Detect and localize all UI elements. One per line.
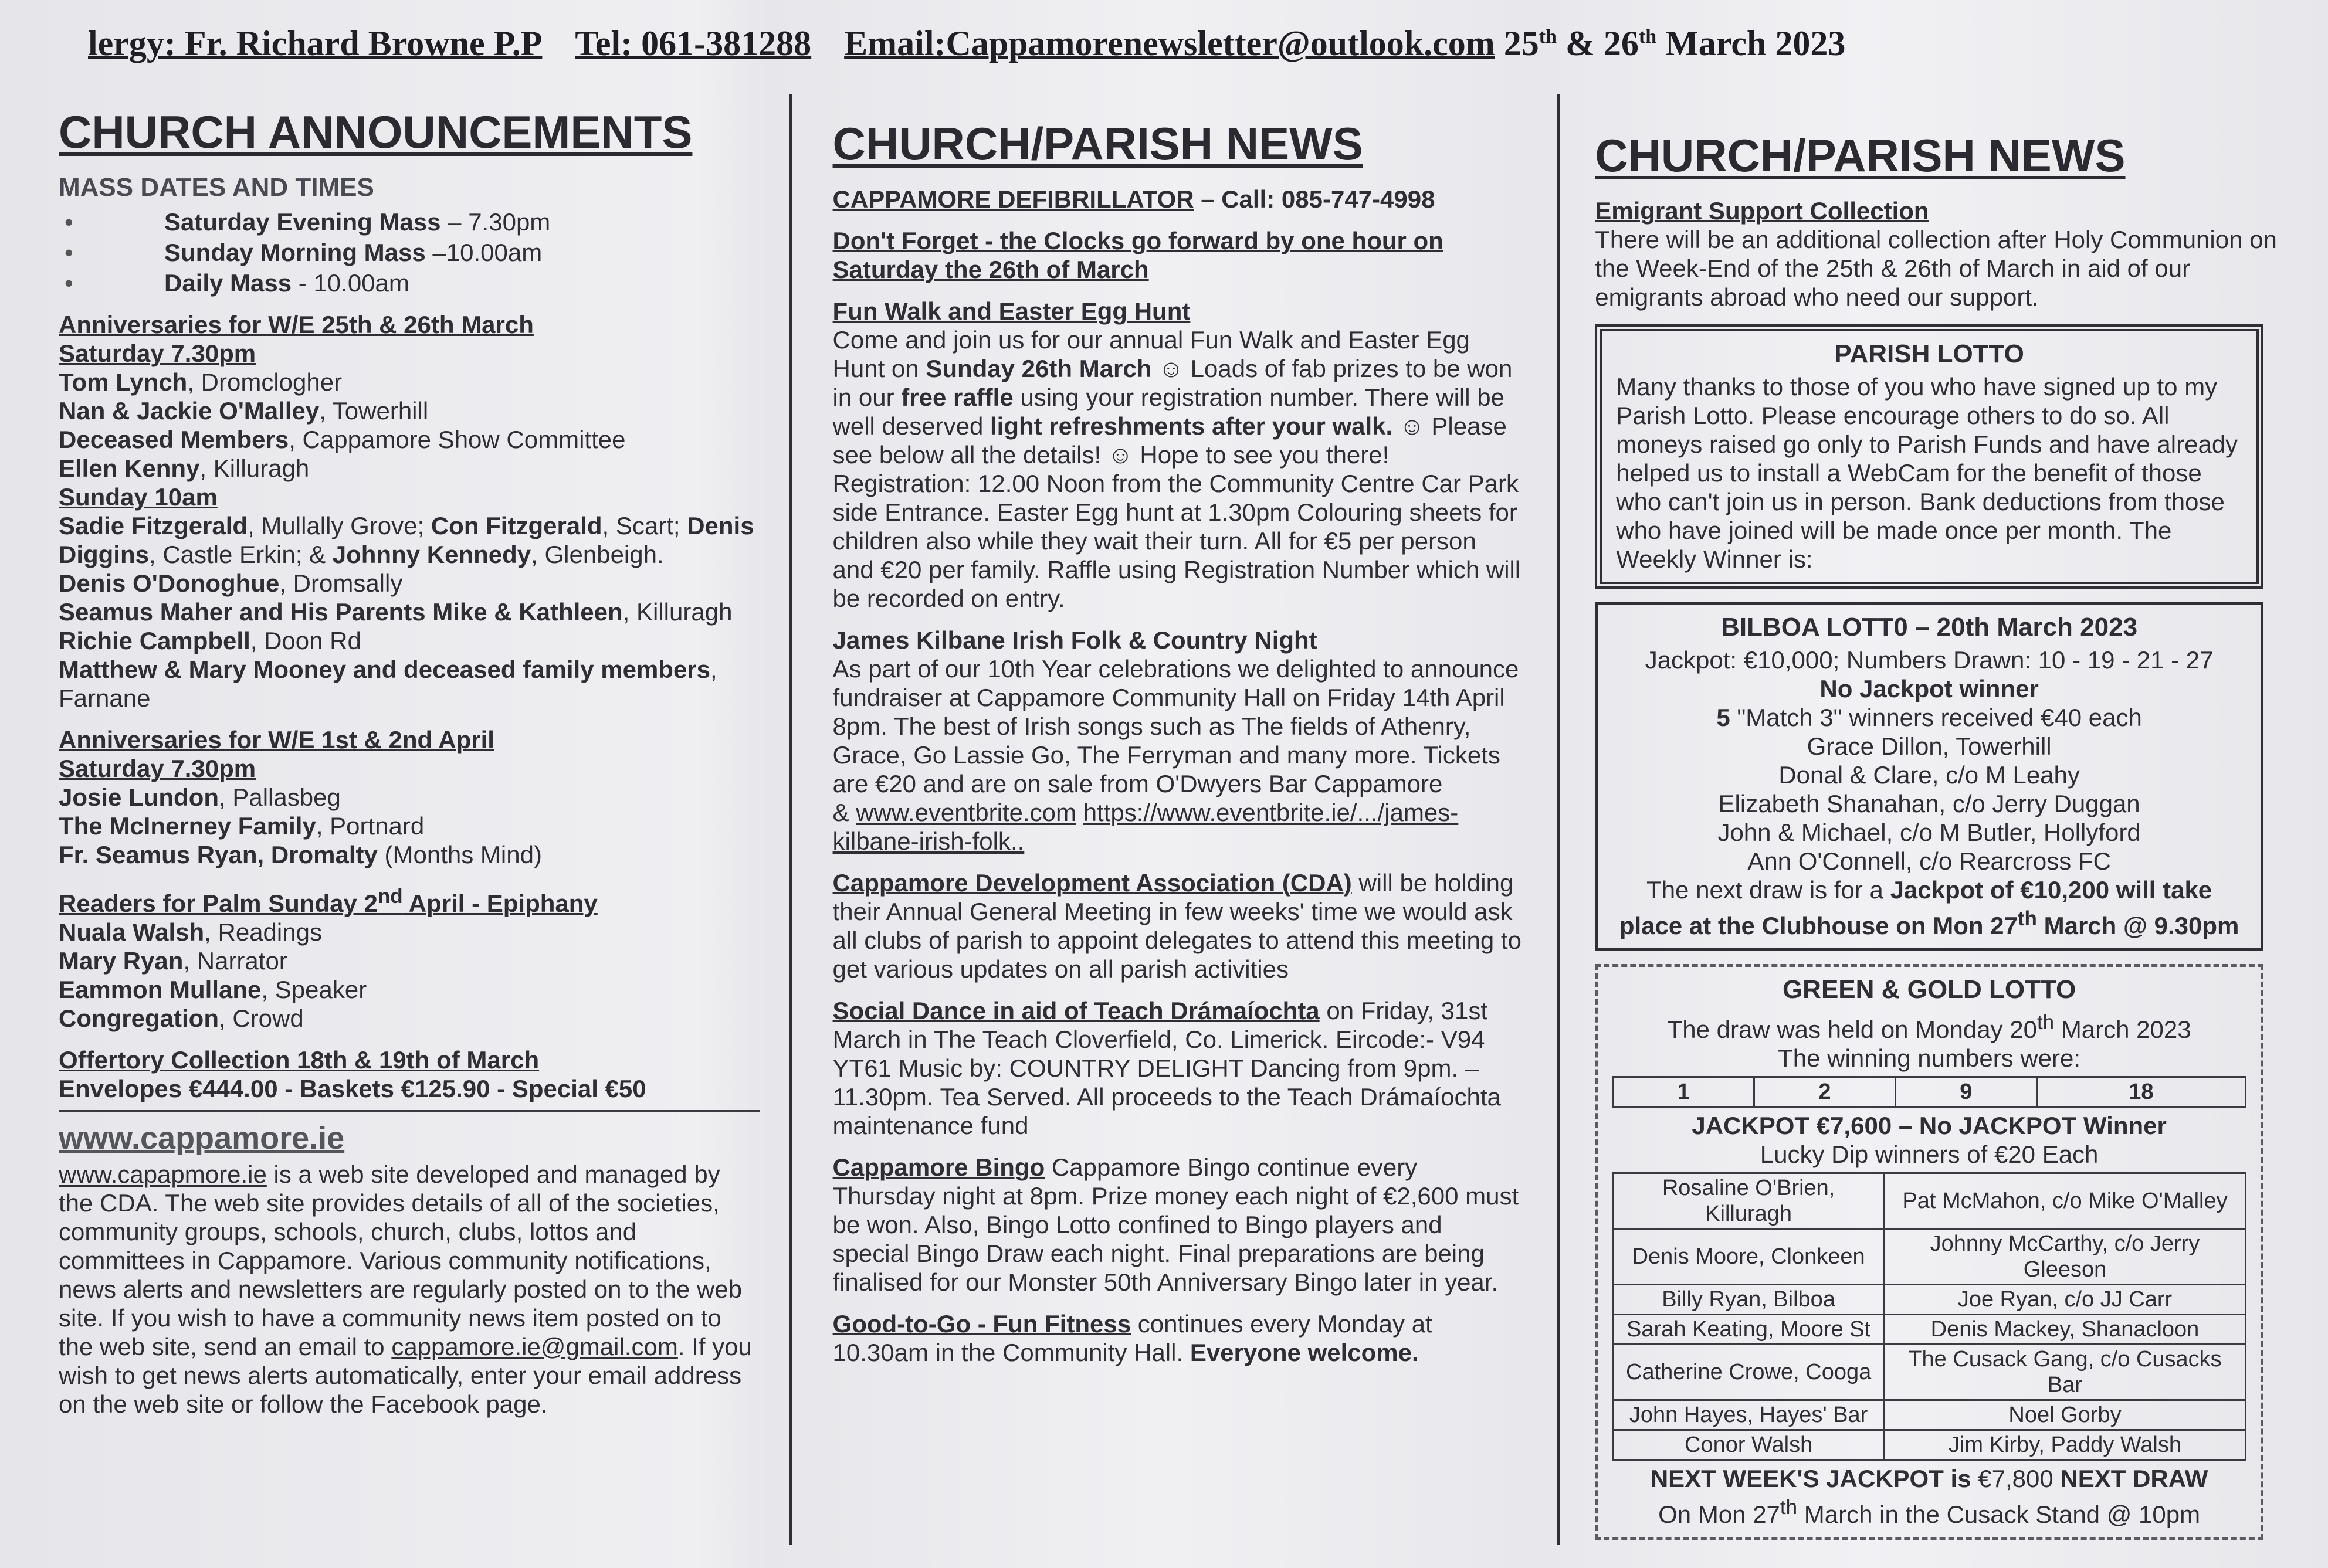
green-gold-lotto-box — [1595, 964, 2263, 1540]
parish-lotto-box — [1595, 324, 2263, 589]
bilboa-next-draw: The next draw is for a Jackpot of €10,200 will take place at the Clubhouse on Mon 27th March @ 9.30pm — [1619, 876, 2239, 939]
list-item: Denis O'Donoghue, Dromsally — [59, 569, 403, 597]
mass-heading: MASS DATES AND TIMES — [59, 173, 374, 202]
website-link[interactable]: www.capapmore.ie — [59, 1160, 267, 1188]
parish-lotto-title: PARISH LOTTO — [1834, 340, 2024, 368]
list-item: Fr. Seamus Ryan, Dromalty (Months Mind) — [59, 841, 542, 868]
list-item: Tom Lynch, Dromclogher — [59, 368, 343, 396]
list-item: Donal & Clare, c/o M Leahy — [1778, 761, 2080, 789]
green-gold-jackpot: JACKPOT €7,600 – No JACKPOT Winner — [1692, 1112, 2167, 1139]
green-gold-lucky: Lucky Dip winners of €20 Each — [1760, 1141, 2099, 1168]
columns — [23, 94, 2281, 1545]
list-item: Deceased Members, Cappamore Show Committee — [59, 426, 626, 453]
anniversaries-heading: Anniversaries for W/E 25th & 26th March — [59, 311, 534, 338]
green-gold-numbers-label: The winning numbers were: — [1778, 1044, 2081, 1072]
list-item: Nuala Walsh, Readings — [59, 918, 322, 946]
list-item: Elizabeth Shanahan, c/o Jerry Duggan — [1718, 790, 2140, 817]
list-item: Richie Campbell, Doon Rd — [59, 627, 361, 654]
anniversaries-heading: Anniversaries for W/E 1st & 2nd April — [59, 726, 494, 754]
offertory-heading: Offertory Collection 18th & 19th of March — [59, 1046, 540, 1074]
divider — [59, 1110, 760, 1112]
email-link[interactable]: cappamore.ie@gmail.com — [391, 1333, 678, 1360]
green-gold-title: GREEN & GOLD LOTTO — [1782, 975, 2076, 1004]
list-item: • Sunday Morning Mass –10.00am — [65, 239, 543, 266]
column-church-announcements — [23, 94, 792, 1545]
list-item: The McInerney Family, Portnard — [59, 812, 425, 840]
lucky-dip-table — [1612, 1172, 2246, 1461]
date-text: 25th & 26th March 2023 — [1503, 24, 1846, 63]
number-cell: 2 — [1754, 1077, 1896, 1107]
section-title: CHURCH ANNOUNCEMENTS — [59, 106, 693, 158]
column-parish-news — [792, 94, 1560, 1545]
list-item: • Saturday Evening Mass – 7.30pm — [65, 208, 551, 236]
table-row: Billy Ryan, Bilboa Joe Ryan, c/o JJ Carr — [1613, 1285, 2246, 1315]
table-row: Sarah Keating, Moore St Denis Mackey, Shanacloon — [1613, 1315, 2246, 1345]
bilboa-title: BILBOA LOTT0 – 20th March 2023 — [1721, 613, 2138, 642]
column-parish-news-right — [1560, 94, 2281, 1545]
website-title[interactable]: www.cappamore.ie — [59, 1121, 345, 1156]
funwalk-paragraph: Come and join us for our annual Fun Walk and Easter Egg Hunt on Sunday 26th March ☺ Loads of fab prizes to be won in our free raffle using your registration number. There will be well deserved light refreshments after your walk. ☺ Please see below all the details! ☺ Hope to see you there! Registration: 12.00 Noon from the Community Centre Car Park side Entrance. Easter Egg hunt at 1.30pm Colouring sheets for children also while they wait their turn. All for €5 per person and €20 per family. Raffle using Registration Number which will be recorded on entry. — [832, 326, 1521, 612]
table-row — [1613, 1077, 2246, 1107]
list-item: Grace Dillon, Towerhill — [1807, 732, 2052, 760]
bilboa-jackpot: Jackpot: €10,000; Numbers Drawn: 10 - 19 - 21 - 27 — [1645, 646, 2214, 674]
readers-heading: Readers for Palm Sunday 2nd April - Epiphany — [59, 885, 598, 917]
eventbrite-ticket-link[interactable]: https://www.eventbrite.ie/.../james-kilbane-irish-folk.. — [832, 799, 1459, 855]
folk-night-heading: James Kilbane Irish Folk & Country Night — [832, 626, 1317, 654]
emigrant-paragraph: There will be an additional collection after Holy Communion on the Week-End of the 25th & 26th of March in aid of our emigrants abroad who need our support. — [1595, 226, 2277, 311]
email-date-line — [844, 23, 1845, 64]
clocks-notice: Don't Forget - the Clocks go forward by one hour on Saturday the 26th of March — [832, 227, 1443, 283]
table-row: John Hayes, Hayes' Bar Noel Gorby — [1613, 1400, 2246, 1430]
bingo-paragraph: Cappamore Bingo Cappamore Bingo continue every Thursday night at 8pm. Prize money each night of €2,600 must be won. Also, Bingo Lotto confined to Bingo players and special Bingo Draw each night. Final preparations are being finalised for our Monster 50th Anniversary Bingo later in year. — [832, 1153, 1519, 1296]
parish-lotto-text: Many thanks to those of you who have signed up to my Parish Lotto. Please encourage others to do so. All moneys raised go only to Parish Funds and have already helped us to install a WebCam for the benefit of those who can't join us in person. Bank deductions from those who have joined will be made once per month. The Weekly Winner is: — [1616, 373, 2238, 573]
green-gold-draw: The draw was held on Monday 20th March 2023 — [1667, 1011, 2191, 1043]
list-item: Congregation, Crowd — [59, 1004, 304, 1032]
social-dance-paragraph: Social Dance in aid of Teach Drámaíochta on Friday, 31st March in The Teach Cloverfield, Co. Limerick. Eircode:- V94 YT61 Music by: COUNTRY DELIGHT Dancing from 9pm. – 11.30pm. Tea Served. All proceeds to the Teach Drámaíochta maintenance fund — [832, 997, 1501, 1139]
list-item: Sadie Fitzgerald, Mullally Grove; Con Fitzgerald, Scart; Denis Diggins, Castle Erkin; & Johnny Kennedy, Glenbeigh. — [59, 512, 754, 568]
sunday-heading: Sunday 10am — [59, 483, 218, 511]
list-item: Nan & Jackie O'Malley, Towerhill — [59, 397, 429, 425]
newsletter-header — [88, 23, 2275, 64]
table-row: Conor Walsh Jim Kirby, Paddy Walsh — [1613, 1430, 2246, 1460]
winning-numbers-table — [1612, 1076, 2246, 1108]
offertory-values: Envelopes €444.00 - Baskets €125.90 - Special €50 — [59, 1075, 646, 1102]
eventbrite-link[interactable]: www.eventbrite.com — [856, 799, 1077, 826]
table-row: Denis Moore, Clonkeen Johnny McCarthy, c/o Jerry Gleeson — [1613, 1229, 2246, 1285]
bilboa-match: 5 "Match 3" winners received €40 each — [1716, 704, 2142, 731]
saturday-heading: Saturday 7.30pm — [59, 755, 256, 782]
funwalk-heading: Fun Walk and Easter Egg Hunt — [832, 297, 1191, 325]
bilboa-lotto-box — [1595, 602, 2263, 951]
defibrillator-notice: CAPPAMORE DEFIBRILLATOR – Call: 085-747-4998 — [832, 185, 1435, 213]
table-row: Rosaline O'Brien, Killuragh Pat McMahon, c/o Mike O'Malley — [1613, 1173, 2246, 1229]
list-item: Matthew & Mary Mooney and deceased family members, Farnane — [59, 656, 717, 712]
cda-paragraph: Cappamore Development Association (CDA) will be holding their Annual General Meeting in few weeks' time we would ask all clubs of parish to appoint delegates to attend this meeting to get various updates on all parish activities — [832, 869, 1521, 983]
list-item: • Daily Mass - 10.00am — [65, 269, 409, 297]
folk-night-paragraph: As part of our 10th Year celebrations we delighted to announce fundraiser at Cappamore Community Hall on Friday 14th April 8pm. The best of Irish songs such as The fields of Athenry, Grace, Go Lassie Go, The Ferryman and many more. Tickets are €20 and are on sale from O'Dwyers Bar Cappamore — [832, 655, 1519, 797]
list-item: Ellen Kenny, Killuragh — [59, 454, 310, 482]
next-draw-details: On Mon 27th March in the Cusack Stand @ 10pm — [1658, 1496, 2201, 1528]
bilboa-no-winner: No Jackpot winner — [1819, 675, 2039, 702]
mass-list — [65, 207, 760, 298]
list-item: Mary Ryan, Narrator — [59, 947, 287, 975]
number-cell: 9 — [1895, 1077, 2036, 1107]
emigrant-heading: Emigrant Support Collection — [1595, 197, 1929, 225]
fitness-paragraph: Good-to-Go - Fun Fitness continues every Monday at 10.30am in the Community Hall. Everyone welcome. — [832, 1310, 1432, 1366]
folk-night-links: & www.eventbrite.com https://www.eventbrite.ie/.../james-kilbane-irish-folk.. — [832, 799, 1459, 855]
section-title: CHURCH/PARISH NEWS — [1595, 130, 2126, 181]
number-cell: 18 — [2036, 1077, 2245, 1107]
email-address[interactable]: Email:Cappamorenewsletter@outlook.com — [844, 24, 1495, 63]
clergy-line: lergy: Fr. Richard Browne P.P — [88, 24, 543, 63]
telephone: Tel: 061-381288 — [575, 24, 812, 63]
table-row: Catherine Crowe, Cooga The Cusack Gang, c/o Cusacks Bar — [1613, 1345, 2246, 1400]
number-cell: 1 — [1613, 1077, 1754, 1107]
list-item: John & Michael, c/o M Butler, Hollyford — [1717, 819, 2141, 846]
website-paragraph: www.capapmore.ie is a web site developed and managed by the CDA. The web site provides details of all of the societies, community groups, schools, church, clubs, lottos and committees in Cappamore. Various community notifications, news alerts and newsletters are regularly posted on to the web site. If you wish to have a community news item posted on to the web site, send an email to cappamore.ie@gmail.com. If you wish to get news alerts automatically, enter your email address on the web site or follow the Facebook page. — [59, 1160, 752, 1418]
list-item: Seamus Maher and His Parents Mike & Kathleen, Killuragh — [59, 598, 733, 626]
saturday-heading: Saturday 7.30pm — [59, 340, 256, 367]
next-week-jackpot: NEXT WEEK'S JACKPOT is €7,800 NEXT DRAW — [1650, 1465, 2208, 1492]
section-title: CHURCH/PARISH NEWS — [832, 118, 1363, 169]
list-item: Ann O'Connell, c/o Rearcross FC — [1747, 847, 2111, 875]
list-item: Eammon Mullane, Speaker — [59, 976, 367, 1003]
list-item: Josie Lundon, Pallasbeg — [59, 783, 341, 811]
